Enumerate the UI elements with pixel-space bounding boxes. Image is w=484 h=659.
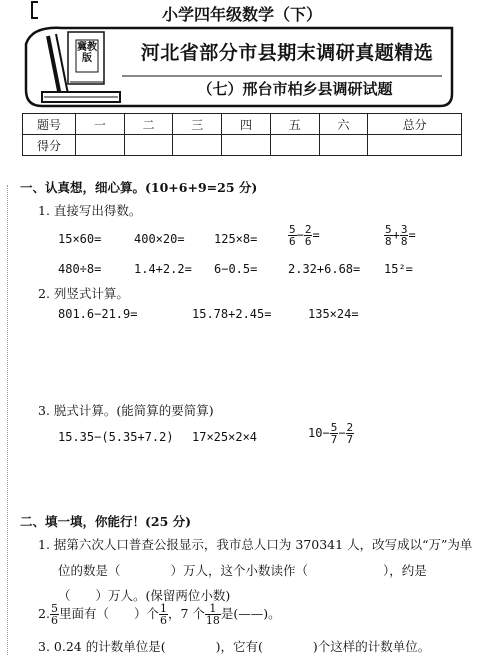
fraction-numerator: 3 (400, 223, 408, 236)
equals-sign: = (408, 228, 416, 242)
fraction-numerator: 1 (159, 602, 167, 615)
grade-title: 小学四年级数学（下） (161, 5, 322, 24)
equals-sign: = (312, 228, 320, 242)
table-cell: 六 (319, 114, 368, 135)
table-cell: 三 (173, 114, 222, 135)
mixed-calc-item: 15.35−(5.35+7.2) (58, 430, 174, 444)
table-cell: 一 (76, 114, 125, 135)
calc-item: 15×60= (58, 232, 102, 246)
score-table-header-row (23, 114, 462, 135)
s2-q3: 3. 0.24 的计数单位是( )，它有( )个这样的计数单位。 (38, 639, 431, 654)
calc-item: 480÷8= (58, 262, 102, 276)
score-input-cell[interactable] (319, 135, 368, 156)
calc-item: 2.32+6.68= (288, 262, 361, 276)
calc-item: 15²= (384, 262, 413, 276)
s2-q1-line1: 1. 据第六次人口普查公报显示，我市总人口为 370341 人，改写成以“万”为单 (38, 537, 473, 552)
s2-q1-line2: 位的数是（ ）万人，这个小数读作（ ），约是 (58, 563, 427, 578)
fraction-denominator: 8 (385, 235, 392, 248)
score-input-cell[interactable] (270, 135, 319, 156)
fraction-denominator: 6 (304, 235, 312, 248)
fraction-denominator: 8 (400, 235, 408, 248)
score-input-cell[interactable] (368, 135, 462, 156)
fraction-numerator: 1 (205, 603, 221, 615)
fraction-numerator: 5 (50, 602, 58, 615)
fraction-numerator: 5 (330, 421, 338, 434)
vertical-calc-item: 135×24= (308, 307, 359, 321)
score-table (22, 113, 462, 156)
score-table-score-row (23, 135, 462, 156)
q3-title: 3. 脱式计算。(能简算的要简算) (38, 403, 214, 418)
subtitle: （七）邢台市柏乡县调研试题 (197, 80, 393, 98)
text-fragment: ，7 个 (167, 606, 205, 621)
section1-title: 一、认真想，细心算。(10+6+9=25 分) (20, 180, 258, 195)
score-input-cell[interactable] (173, 135, 222, 156)
q2-title: 2. 列竖式计算。 (38, 286, 129, 301)
main-title: 河北省部分市县期末调研真题精选 (140, 42, 434, 64)
calc-item: 400×20= (134, 232, 185, 246)
operator: + (392, 228, 400, 242)
q1-title: 1. 直接写出得数。 (38, 203, 142, 218)
calc-item: 1.4+2.2= (134, 262, 192, 276)
text-fragment: 是(——)。 (220, 606, 281, 621)
fraction-numerator: 5 (385, 223, 392, 236)
score-input-cell[interactable] (222, 135, 271, 156)
fraction-subtraction (288, 224, 320, 247)
vertical-calc-item: 801.6−21.9= (58, 307, 138, 321)
fraction-addition (384, 224, 416, 247)
fraction-denominator: 7 (346, 433, 354, 446)
fraction-expression (308, 422, 354, 445)
table-cell: 二 (124, 114, 173, 135)
fraction-denominator: 18 (205, 614, 220, 627)
fraction-denominator: 6 (289, 235, 296, 248)
fraction-denominator: 6 (50, 614, 58, 627)
section2-title: 二、填一填，你能行！(25 分) (20, 514, 192, 529)
publisher-stamp: 冀教版 (77, 42, 97, 64)
fraction-numerator: 5 (289, 223, 296, 236)
table-cell: 四 (222, 114, 271, 135)
score-input-cell[interactable] (76, 135, 125, 156)
vertical-calc-item: 15.78+2.45= (192, 307, 272, 321)
bracket-decoration-left (30, 0, 40, 20)
s2-q2 (38, 603, 281, 626)
table-cell: 五 (270, 114, 319, 135)
text-fragment: 里面有（ ）个 (58, 606, 159, 621)
fraction-denominator: 7 (330, 433, 338, 446)
table-cell: 得分 (23, 135, 76, 156)
calc-item: 125×8= (214, 232, 258, 246)
operator: − (296, 228, 304, 242)
book-stand-icon (40, 26, 122, 106)
fraction-numerator: 2 (346, 421, 354, 434)
question-number: 2. (38, 606, 50, 621)
binding-line (7, 185, 9, 655)
operator: − (338, 426, 346, 440)
fraction-numerator: 2 (304, 223, 312, 236)
table-cell: 题号 (23, 114, 76, 135)
fraction-denominator: 6 (159, 614, 167, 627)
table-cell: 总分 (368, 114, 462, 135)
calc-item: 6−0.5= (214, 262, 258, 276)
lead-term: 10− (308, 426, 330, 440)
mixed-calc-item: 17×25×2×4 (192, 430, 258, 444)
score-input-cell[interactable] (124, 135, 173, 156)
s2-q1-line3: （ ）万人。(保留两位小数) (58, 588, 231, 603)
